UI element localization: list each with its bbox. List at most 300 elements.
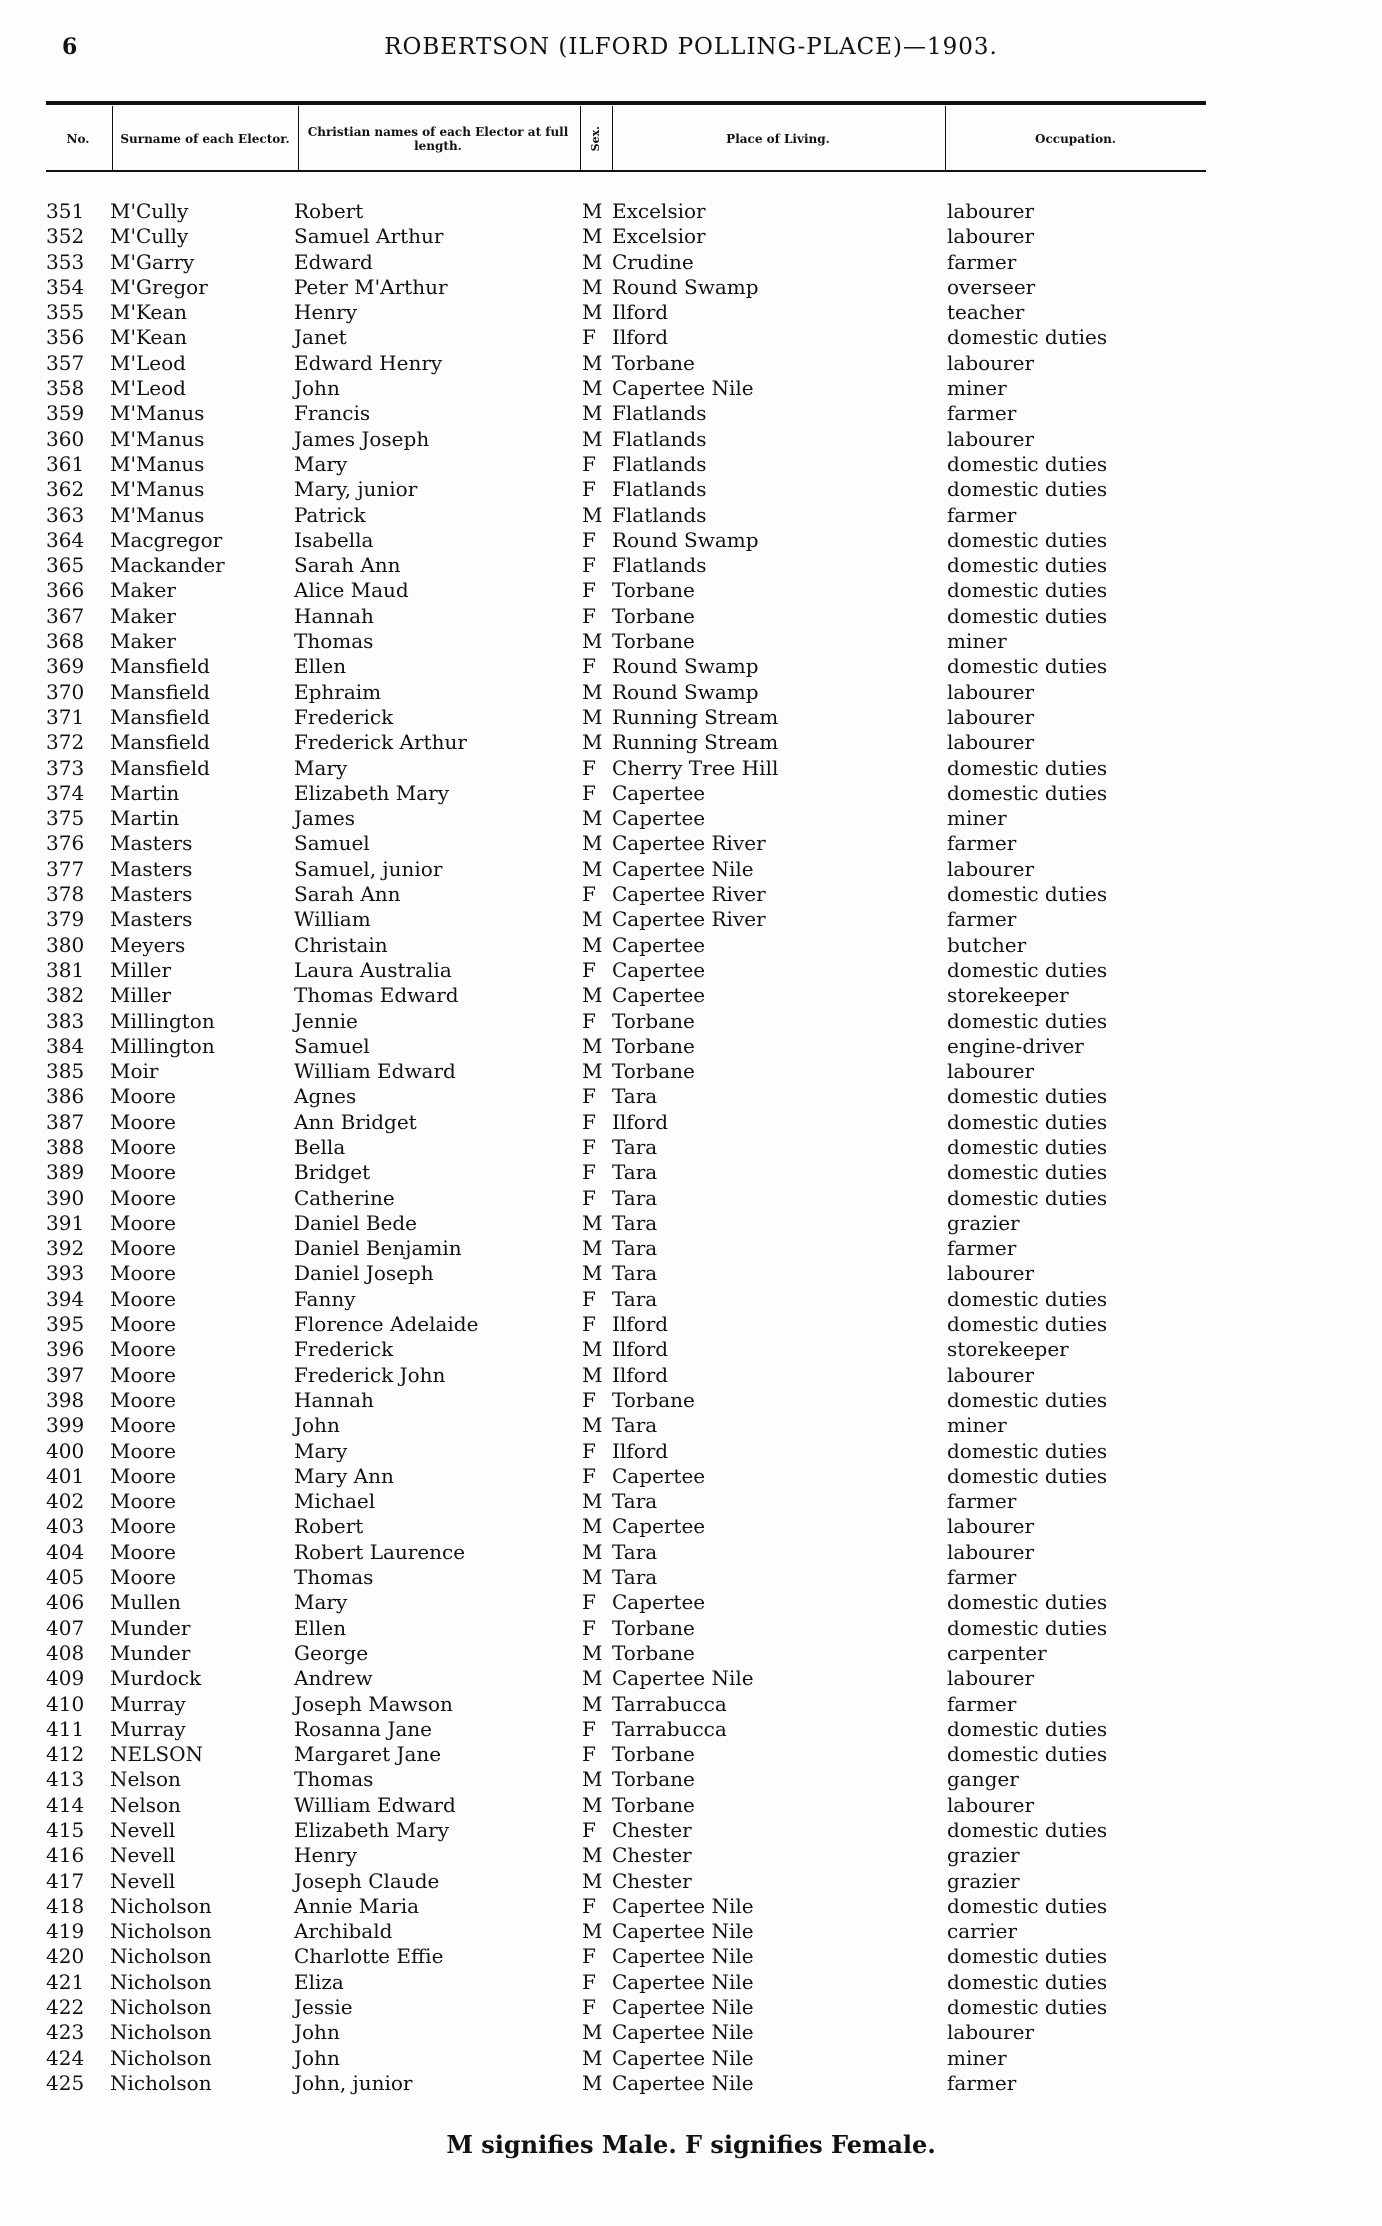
elector-number: 400 [46,1438,85,1463]
elector-christian-names: Isabella [294,527,374,552]
column-header-surname: Surname of each Elector. [120,132,290,146]
table-row [0,1540,1382,1565]
elector-place: Torbane [612,350,695,375]
table-row [0,1843,1382,1868]
elector-number: 415 [46,1818,85,1842]
elector-occupation: domestic duties [947,1893,1108,1918]
table-row [0,1514,1382,1539]
elector-christian-names: Alice Maud [294,578,409,603]
elector-sex: M [582,1640,603,1665]
elector-sex: F [582,553,596,578]
elector-place: Torbane [612,1792,695,1817]
elector-sex: F [582,1818,596,1842]
elector-sex: M [582,502,603,527]
elector-christian-names: Rosanna Jane [294,1716,432,1741]
table-row [0,1818,1382,1843]
elector-christian-names: Ellen [294,1615,347,1640]
table-row [0,1312,1382,1337]
elector-sex: F [582,603,596,628]
elector-surname: Moore [110,1261,176,1286]
table-row [0,325,1382,350]
table-row [0,2020,1382,2045]
table-row [0,629,1382,654]
elector-surname: Moore [110,1084,176,1109]
elector-number: 403 [46,1514,85,1539]
elector-occupation: miner [947,806,1007,831]
elector-place: Flatlands [612,502,707,527]
elector-number: 389 [46,1160,85,1185]
elector-surname: Mullen [110,1590,181,1615]
elector-place: Tara [612,1210,658,1235]
elector-place: Capertee Nile [612,1893,754,1918]
elector-place: Capertee [612,932,706,957]
elector-place: Capertee River [612,831,766,856]
elector-sex: F [582,1969,596,1994]
elector-number: 358 [46,376,85,401]
elector-christian-names: Jennie [294,1008,358,1033]
elector-surname: Moore [110,1109,176,1134]
table-row [0,1337,1382,1362]
elector-place: Round Swamp [612,274,759,299]
elector-occupation: labourer [947,856,1035,881]
elector-occupation: labourer [947,1792,1035,1817]
table-row [0,1869,1382,1894]
elector-place: Tara [612,1134,658,1159]
elector-occupation: domestic duties [947,1716,1108,1741]
elector-surname: M'Manus [110,426,205,451]
elector-number: 410 [46,1691,85,1716]
elector-sex: F [582,578,596,603]
elector-number: 418 [46,1893,85,1918]
elector-sex: F [582,1944,596,1969]
elector-surname: Miller [110,957,172,982]
elector-occupation: farmer [947,401,1017,426]
elector-number: 354 [46,274,85,299]
elector-number: 401 [46,1463,85,1488]
elector-occupation: domestic duties [947,1742,1108,1767]
elector-occupation: domestic duties [947,957,1108,982]
elector-occupation: labourer [947,704,1035,729]
elector-christian-names: Archibald [294,1919,393,1944]
table-row [0,452,1382,477]
page-title: ROBERTSON (ILFORD POLLING-PLACE)—1903. [384,34,998,60]
elector-christian-names: George [294,1640,369,1665]
elector-christian-names: Samuel Arthur [294,224,444,249]
table-row [0,604,1382,629]
elector-surname: Moore [110,1134,176,1159]
elector-surname: M'Kean [110,300,188,325]
elector-sex: F [582,1185,596,1210]
elector-place: Torbane [612,1767,695,1792]
table-row [0,578,1382,603]
elector-surname: Mansfield [110,679,210,704]
elector-sex: M [582,932,603,957]
elector-number: 385 [46,1059,85,1084]
elector-surname: Moore [110,1463,176,1488]
elector-sex: M [582,2045,603,2070]
table-row [0,1464,1382,1489]
elector-place: Capertee River [612,882,766,907]
elector-sex: M [582,426,603,451]
elector-number: 384 [46,1033,85,1058]
elector-place: Tara [612,1084,658,1109]
elector-christian-names: Patrick [294,502,366,527]
elector-surname: Mansfield [110,730,210,755]
elector-place: Capertee [612,1514,706,1539]
elector-christian-names: Sarah Ann [294,882,401,907]
elector-occupation: butcher [947,932,1027,957]
elector-christian-names: Daniel Benjamin [294,1236,462,1261]
table-row [0,477,1382,502]
elector-number: 362 [46,477,85,502]
table-row [0,1590,1382,1615]
elector-place: Ilford [612,1438,669,1463]
elector-occupation: farmer [947,1565,1017,1590]
elector-sex: F [582,477,596,502]
elector-surname: Moore [110,1337,176,1362]
elector-place: Chester [612,1818,692,1842]
elector-christian-names: John [294,2020,340,2045]
elector-place: Capertee Nile [612,2045,754,2070]
elector-number: 408 [46,1640,85,1665]
elector-occupation: labourer [947,224,1035,249]
electors-list [0,199,1382,2096]
elector-number: 364 [46,527,85,552]
elector-christian-names: Mary [294,451,348,476]
elector-christian-names: John, junior [294,2070,413,2095]
elector-sex: F [582,1312,596,1337]
elector-sex: M [582,704,603,729]
elector-number: 388 [46,1134,85,1159]
elector-surname: Moore [110,1185,176,1210]
elector-surname: M'Leod [110,376,186,401]
elector-place: Torbane [612,1033,695,1058]
elector-place: Tara [612,1413,658,1438]
elector-occupation: domestic duties [947,553,1108,578]
table-row [0,1641,1382,1666]
elector-christian-names: Robert [294,1514,364,1539]
elector-number: 369 [46,654,85,679]
elector-sex: F [582,882,596,907]
elector-sex: F [582,1742,596,1767]
elector-occupation: domestic duties [947,1286,1108,1311]
elector-number: 378 [46,882,85,907]
elector-place: Capertee [612,983,706,1008]
elector-number: 414 [46,1792,85,1817]
elector-sex: M [582,831,603,856]
table-row [0,1666,1382,1691]
elector-surname: Mansfield [110,654,210,679]
elector-surname: Moir [110,1059,159,1084]
table-row [0,1059,1382,1084]
column-header-christian-names: Christian names of each Elector at full length. [307,125,569,153]
elector-surname: M'Manus [110,477,205,502]
table-row [0,2046,1382,2071]
table-row [0,1363,1382,1388]
elector-occupation: miner [947,629,1007,654]
elector-christian-names: Joseph Mawson [294,1691,453,1716]
elector-place: Round Swamp [612,679,759,704]
elector-surname: Moore [110,1514,176,1539]
elector-place: Running Stream [612,704,779,729]
elector-occupation: domestic duties [947,1615,1108,1640]
elector-surname: Moore [110,1160,176,1185]
elector-occupation: domestic duties [947,1387,1108,1412]
elector-place: Chester [612,1843,692,1868]
elector-number: 356 [46,325,85,350]
elector-number: 372 [46,730,85,755]
elector-sex: M [582,1666,603,1691]
elector-sex: F [582,780,596,805]
elector-christian-names: Annie Maria [294,1893,420,1918]
elector-christian-names: John [294,2045,340,2070]
table-row [0,528,1382,553]
elector-surname: Moore [110,1413,176,1438]
elector-number: 413 [46,1767,85,1792]
elector-sex: M [582,1337,603,1362]
elector-sex: M [582,350,603,375]
elector-sex: M [582,199,603,223]
elector-christian-names: Catherine [294,1185,395,1210]
elector-number: 411 [46,1716,85,1741]
elector-number: 390 [46,1185,85,1210]
elector-occupation: domestic duties [947,603,1108,628]
table-row [0,654,1382,679]
table-row [0,427,1382,452]
elector-number: 352 [46,224,85,249]
elector-occupation: labourer [947,350,1035,375]
elector-place: Crudine [612,249,694,274]
elector-occupation: storekeeper [947,983,1069,1008]
elector-occupation: labourer [947,1539,1035,1564]
elector-surname: M'Garry [110,249,195,274]
elector-place: Flatlands [612,451,707,476]
elector-place: Capertee [612,1590,706,1615]
elector-surname: Mansfield [110,755,210,780]
elector-sex: F [582,1084,596,1109]
elector-sex: M [582,224,603,249]
elector-number: 376 [46,831,85,856]
elector-occupation: domestic duties [947,1944,1108,1969]
elector-occupation: farmer [947,502,1017,527]
elector-christian-names: Mary [294,755,348,780]
elector-place: Torbane [612,1387,695,1412]
elector-occupation: labourer [947,1514,1035,1539]
elector-occupation: farmer [947,2070,1017,2095]
elector-sex: M [582,1565,603,1590]
elector-christian-names: Henry [294,1843,358,1868]
elector-place: Ilford [612,1109,669,1134]
table-row [0,275,1382,300]
elector-surname: Martin [110,780,180,805]
table-row [0,1110,1382,1135]
elector-christian-names: Samuel [294,1033,370,1058]
elector-sex: F [582,1463,596,1488]
elector-surname: Maker [110,629,176,654]
elector-surname: Moore [110,1438,176,1463]
elector-occupation: grazier [947,1868,1020,1893]
elector-occupation: domestic duties [947,882,1108,907]
elector-number: 366 [46,578,85,603]
elector-sex: F [582,755,596,780]
elector-sex: F [582,1995,596,2020]
elector-number: 386 [46,1084,85,1109]
elector-place: Ilford [612,1312,669,1337]
elector-place: Torbane [612,1615,695,1640]
table-row [0,983,1382,1008]
elector-christian-names: Thomas [294,1565,374,1590]
elector-place: Tarrabucca [612,1716,727,1741]
elector-christian-names: Edward [294,249,373,274]
elector-number: 394 [46,1286,85,1311]
elector-occupation: engine-driver [947,1033,1084,1058]
elector-place: Cherry Tree Hill [612,755,779,780]
elector-place: Capertee Nile [612,1919,754,1944]
elector-place: Torbane [612,1640,695,1665]
elector-sex: M [582,1033,603,1058]
elector-number: 382 [46,983,85,1008]
elector-place: Capertee Nile [612,2070,754,2095]
elector-place: Tara [612,1261,658,1286]
elector-occupation: carrier [947,1919,1018,1944]
table-row [0,1261,1382,1286]
table-row [0,401,1382,426]
elector-sex: M [582,679,603,704]
elector-sex: M [582,1792,603,1817]
column-header-sex: Sex. [589,126,602,152]
elector-number: 424 [46,2045,85,2070]
table-row [0,1287,1382,1312]
elector-occupation: domestic duties [947,1590,1108,1615]
elector-christian-names: Ann Bridget [294,1109,417,1134]
table-row [0,1616,1382,1641]
elector-number: 416 [46,1843,85,1868]
elector-place: Chester [612,1868,692,1893]
elector-number: 360 [46,426,85,451]
elector-sex: F [582,527,596,552]
elector-occupation: domestic duties [947,1160,1108,1185]
table-row [0,250,1382,275]
elector-sex: M [582,401,603,426]
elector-occupation: domestic duties [947,755,1108,780]
elector-sex: M [582,806,603,831]
elector-christian-names: Margaret Jane [294,1742,442,1767]
elector-christian-names: Henry [294,300,358,325]
table-row [0,806,1382,831]
elector-place: Capertee Nile [612,2020,754,2045]
elector-surname: Millington [110,1008,215,1033]
elector-christian-names: William Edward [294,1059,456,1084]
elector-christian-names: Ellen [294,654,347,679]
table-row [0,199,1382,224]
table-row [0,781,1382,806]
elector-sex: M [582,1236,603,1261]
elector-surname: Nicholson [110,1969,212,1994]
table-row [0,2071,1382,2096]
elector-christian-names: Samuel, junior [294,856,443,881]
elector-place: Excelsior [612,199,706,223]
elector-occupation: labourer [947,679,1035,704]
elector-number: 402 [46,1489,85,1514]
elector-surname: Masters [110,831,193,856]
elector-place: Torbane [612,629,695,654]
elector-occupation: labourer [947,199,1035,223]
elector-number: 387 [46,1109,85,1134]
elector-surname: Murray [110,1716,186,1741]
elector-christian-names: Ephraim [294,679,382,704]
elector-sex: M [582,1868,603,1893]
elector-sex: M [582,1539,603,1564]
elector-number: 417 [46,1868,85,1893]
elector-sex: M [582,300,603,325]
table-row [0,1160,1382,1185]
elector-number: 395 [46,1312,85,1337]
elector-surname: M'Gregor [110,274,208,299]
elector-sex: M [582,856,603,881]
elector-sex: F [582,1590,596,1615]
elector-sex: M [582,730,603,755]
elector-place: Ilford [612,1337,669,1362]
elector-place: Capertee Nile [612,1969,754,1994]
elector-sex: F [582,1109,596,1134]
elector-occupation: farmer [947,907,1017,932]
elector-number: 377 [46,856,85,881]
elector-occupation: labourer [947,426,1035,451]
table-row [0,933,1382,958]
elector-number: 361 [46,451,85,476]
elector-place: Torbane [612,1059,695,1084]
elector-number: 396 [46,1337,85,1362]
elector-occupation: domestic duties [947,1969,1108,1994]
elector-number: 355 [46,300,85,325]
table-row [0,1439,1382,1464]
elector-christian-names: Frederick Arthur [294,730,467,755]
table-row [0,503,1382,528]
elector-christian-names: Bridget [294,1160,371,1185]
elector-number: 373 [46,755,85,780]
elector-place: Capertee [612,1463,706,1488]
elector-christian-names: Mary, junior [294,477,418,502]
elector-occupation: farmer [947,1691,1017,1716]
table-row [0,553,1382,578]
elector-sex: F [582,451,596,476]
elector-occupation: domestic duties [947,1084,1108,1109]
elector-number: 420 [46,1944,85,1969]
elector-surname: Nevell [110,1843,176,1868]
table-row [0,1413,1382,1438]
table-row [0,1565,1382,1590]
elector-occupation: labourer [947,1666,1035,1691]
elector-number: 359 [46,401,85,426]
elector-christian-names: Hannah [294,1387,374,1412]
elector-christian-names: Frederick [294,1337,394,1362]
elector-occupation: labourer [947,1362,1035,1387]
elector-place: Flatlands [612,426,707,451]
table-row [0,1034,1382,1059]
elector-place: Round Swamp [612,654,759,679]
elector-occupation: ganger [947,1767,1019,1792]
elector-number: 423 [46,2020,85,2045]
elector-surname: M'Cully [110,199,189,223]
elector-sex: M [582,249,603,274]
elector-number: 422 [46,1995,85,2020]
elector-sex: F [582,1893,596,1918]
elector-surname: M'Kean [110,325,188,350]
elector-occupation: farmer [947,249,1017,274]
elector-occupation: domestic duties [947,654,1108,679]
elector-surname: Nicholson [110,1893,212,1918]
elector-surname: NELSON [110,1742,203,1767]
